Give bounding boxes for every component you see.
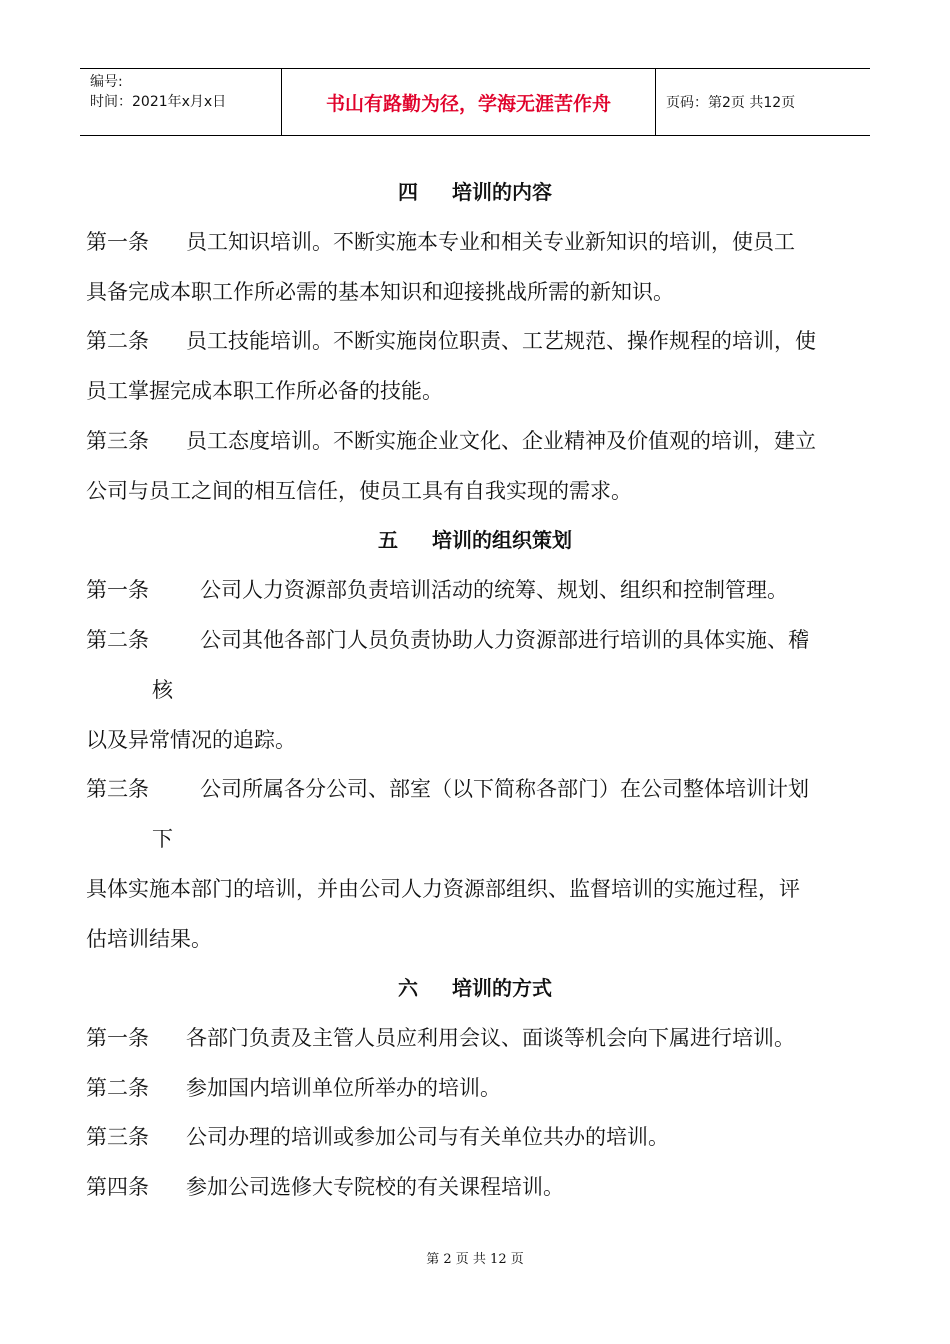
paragraph-line (86, 724, 296, 754)
page-footer: 第 2 页 共 12 页 (426, 1252, 524, 1267)
number-label: 编号: (90, 74, 123, 90)
section-heading: 培训的方式 (452, 976, 552, 1000)
paragraph-line (86, 624, 809, 654)
article-text: 公司与员工之间的相互信任，使员工具有自我实现的需求。 (86, 479, 632, 503)
article-label: 第四条 (86, 1175, 149, 1199)
paragraph-line (86, 873, 800, 903)
article-label: 第三条 (86, 777, 149, 801)
paragraph-line (86, 574, 788, 604)
article-text: 下 (152, 827, 173, 851)
paragraph-line (86, 325, 816, 355)
article-text: 员工技能培训。不断实施岗位职责、工艺规范、操作规程的培训，使 (186, 329, 816, 353)
article-text: 参加国内培训单位所举办的培训。 (186, 1076, 501, 1100)
paragraph-line (86, 375, 443, 405)
article-label: 第三条 (86, 429, 149, 453)
header-meta (80, 69, 282, 135)
paragraph-line (86, 276, 674, 306)
article-text: 公司所属各分公司、部室（以下简称各部门）在公司整体培训计划 (200, 777, 809, 801)
paragraph-line (86, 1072, 501, 1102)
paragraph-line (86, 1022, 795, 1052)
article-text: 各部门负责及主管人员应利用会议、面谈等机会向下属进行培训。 (186, 1026, 795, 1050)
paragraph-line (86, 226, 795, 256)
article-text: 具备完成本职工作所必需的基本知识和迎接挑战所需的新知识。 (86, 280, 674, 304)
header-slogan-cell (282, 69, 656, 135)
article-label: 第二条 (86, 329, 149, 353)
article-text: 公司人力资源部负责培训活动的统筹、规划、组织和控制管理。 (200, 578, 788, 602)
article-label: 第一条 (86, 578, 149, 602)
paragraph-line (86, 1171, 564, 1201)
paragraph-line (152, 674, 173, 704)
article-text: 员工掌握完成本职工作所必备的技能。 (86, 379, 443, 403)
section-heading: 培训的组织策划 (432, 528, 572, 552)
section-title-6 (0, 972, 950, 1001)
paragraph-line (86, 1121, 669, 1151)
section-number: 六 (398, 976, 418, 1000)
paragraph-line (86, 425, 816, 455)
article-label: 第二条 (86, 1076, 149, 1100)
article-text: 估培训结果。 (86, 927, 212, 951)
article-text: 核 (152, 678, 173, 702)
header-slogan: 书山有路勤为径，学海无涯苦作舟 (325, 92, 611, 115)
article-label: 第一条 (86, 1026, 149, 1050)
paragraph-line (86, 923, 212, 953)
article-text: 员工知识培训。不断实施本专业和相关专业新知识的培训，使员工 (186, 230, 795, 254)
section-number: 五 (378, 528, 398, 552)
paragraph-line (86, 773, 809, 803)
article-text: 参加公司选修大专院校的有关课程培训。 (186, 1175, 564, 1199)
article-text: 具体实施本部门的培训，并由公司人力资源部组织、监督培训的实施过程，评 (86, 877, 800, 901)
article-text: 公司其他各部门人员负责协助人力资源部进行培训的具体实施、稽 (200, 628, 809, 652)
section-number: 四 (398, 180, 418, 204)
header-page-info: 页码：第2页 共12页 (666, 95, 796, 111)
article-label: 第二条 (86, 628, 149, 652)
date-label: 时间：2021年x月x日 (90, 94, 227, 110)
section-title-4 (0, 176, 950, 205)
article-label: 第一条 (86, 230, 149, 254)
document-header (80, 68, 870, 136)
section-title-5 (0, 524, 950, 553)
article-text: 公司办理的培训或参加公司与有关单位共办的培训。 (186, 1125, 669, 1149)
paragraph-line (152, 823, 173, 853)
article-text: 员工态度培训。不断实施企业文化、企业精神及价值观的培训，建立 (186, 429, 816, 453)
article-text: 以及异常情况的追踪。 (86, 728, 296, 752)
paragraph-line (86, 475, 632, 505)
article-label: 第三条 (86, 1125, 149, 1149)
section-heading: 培训的内容 (452, 180, 552, 204)
